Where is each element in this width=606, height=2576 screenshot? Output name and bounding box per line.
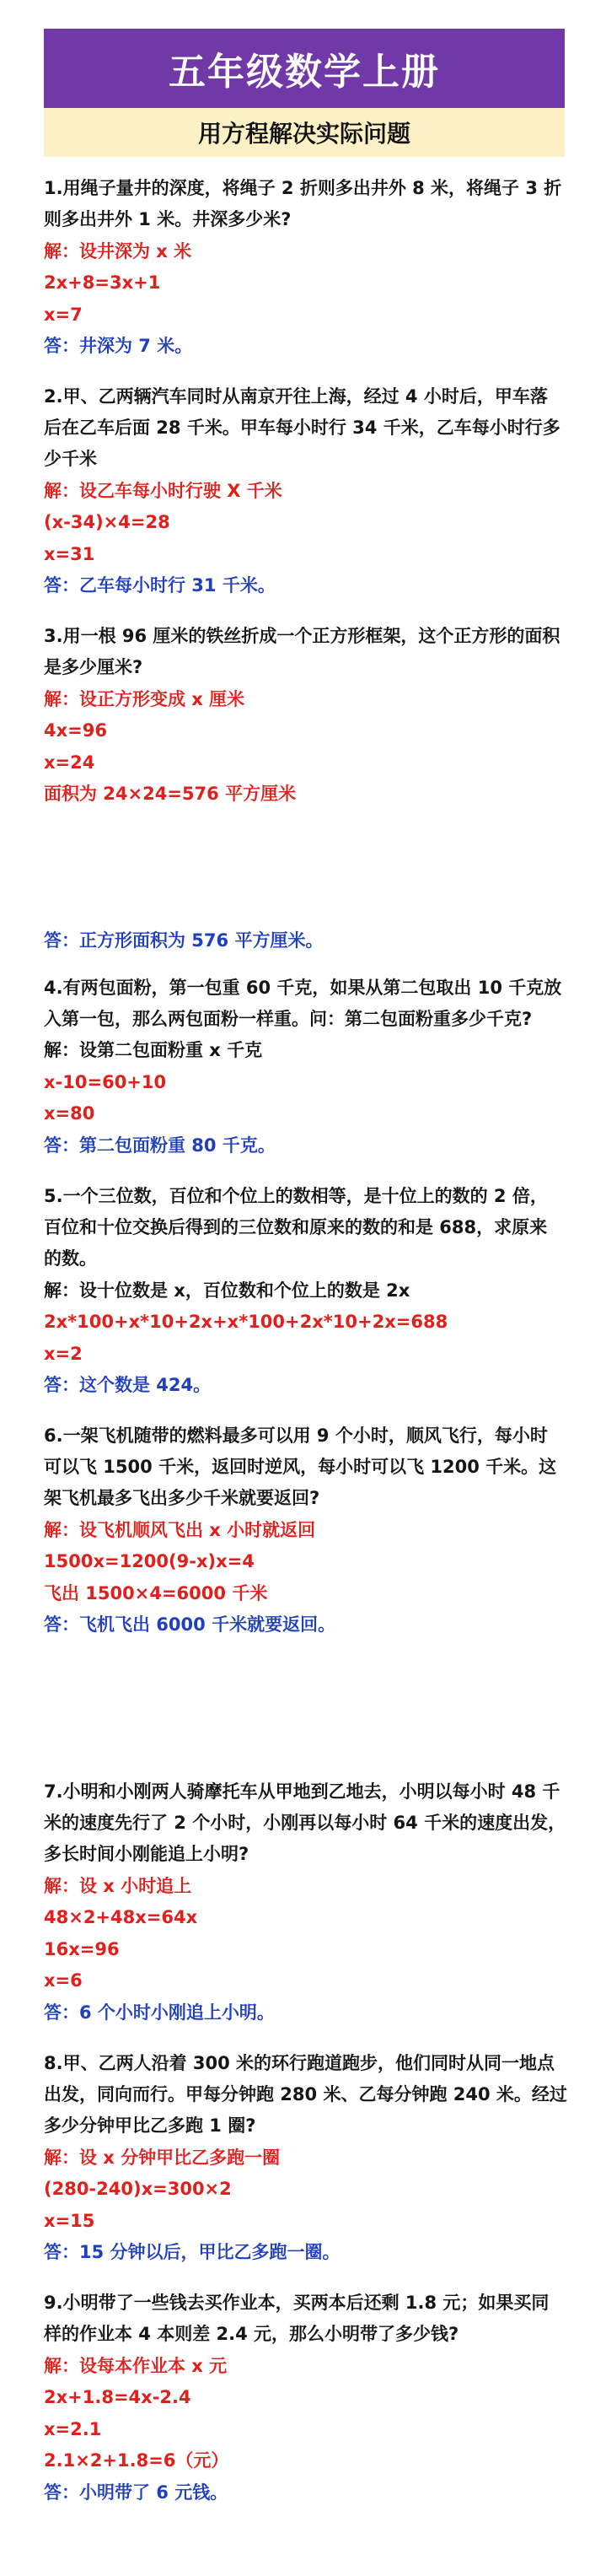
- problem-2-equation: (x-34)×4=28: [44, 512, 170, 532]
- problem-2-result: x=31: [44, 544, 95, 564]
- page-subtitle: 用方程解决实际问题: [44, 108, 565, 157]
- problem-4-question-line-2: 入第一包，那么两包面粉一样重。问：第二包面粉重多少千克?: [44, 1009, 533, 1029]
- problem-3-equation: 4x=96: [44, 720, 107, 741]
- problem-9-answer: 答：小明带了 6 元钱。: [44, 2482, 228, 2503]
- problem-2-answer: 答：乙车每小时行 31 千米。: [44, 575, 276, 595]
- problem-4-solution-setup: 解：设第二包面粉重 x 千克: [44, 1040, 263, 1060]
- problem-2-question-line-2: 后在乙车后面 28 千米。甲车每小时行 34 千米，乙车每小时行多: [44, 418, 560, 438]
- problem-1-question-line-2: 则多出井外 1 米。井深多少米?: [44, 209, 292, 229]
- problem-1-result: x=7: [44, 304, 83, 325]
- problem-6-solution-setup: 解：设飞机顺风飞出 x 小时就返回: [44, 1520, 316, 1540]
- problem-9-solution-setup: 解：设每本作业本 x 元: [44, 2356, 228, 2376]
- problem-8-question-line-3: 多少分钟甲比乙多跑 1 圈?: [44, 2115, 256, 2136]
- problem-6-question-line-2: 可以飞 1500 千米，返回时逆风，每小时可以飞 1200 千米。这: [44, 1457, 557, 1477]
- problem-1-question-line-1: 1.用绳子量井的深度，将绳子 2 折则多出井外 8 米，将绳子 3 折: [44, 178, 562, 198]
- problem-5-result: x=2: [44, 1344, 83, 1364]
- problem-8-equation: (280-240)x=300×2: [44, 2179, 232, 2199]
- problem-7-answer: 答：6 个小时小刚追上小明。: [44, 2002, 275, 2023]
- problem-4-equation: x-10=60+10: [44, 1072, 167, 1092]
- problem-4-question-line-1: 4.有两包面粉，第一包重 60 千克，如果从第二包取出 10 千克放: [44, 978, 562, 998]
- problem-3-question-line-1: 3.用一根 96 厘米的铁丝折成一个正方形框架，这个正方形的面积: [44, 626, 560, 646]
- problem-7-solution-setup: 解：设 x 小时追上: [44, 1876, 192, 1896]
- problem-3-result: x=24: [44, 752, 95, 773]
- problem-3-question-line-2: 是多少厘米?: [44, 657, 143, 677]
- problem-7-result: x=6: [44, 1970, 83, 1991]
- problem-8-question-line-1: 8.甲、乙两人沿着 300 米的环行跑道跑步，他们同时从同一地点: [44, 2053, 555, 2073]
- problem-6-result: 飞出 1500×4=6000 千米: [44, 1583, 268, 1603]
- problem-3-answer: 答：正方形面积为 576 平方厘米。: [44, 930, 324, 951]
- problem-5-equation: 2x*100+x*10+2x+x*100+2x*10+2x=688: [44, 1312, 448, 1332]
- problem-8-question-line-2: 出发，同向而行。甲每分钟跑 280 米、乙每分钟跑 240 米。经过: [44, 2084, 567, 2104]
- problem-8-solution-setup: 解：设 x 分钟甲比乙多跑一圈: [44, 2148, 281, 2168]
- page-title: 五年级数学上册: [44, 29, 565, 108]
- problem-9-question-line-2: 样的作业本 4 本则差 2.4 元，那么小明带了多少钱?: [44, 2324, 459, 2344]
- problem-5-question-line-2: 百位和十位交换后得到的三位数和原来的数的和是 688，求原来: [44, 1217, 548, 1237]
- problem-6-equation: 1500x=1200(9-x)x=4: [44, 1551, 255, 1571]
- problem-2-solution-setup: 解：设乙车每小时行驶 X 千米: [44, 481, 282, 501]
- problem-1-answer: 答：井深为 7 米。: [44, 336, 193, 356]
- problem-5-solution-setup: 解：设十位数是 x，百位数和个位上的数是 2x: [44, 1280, 410, 1301]
- problem-5-answer: 答：这个数是 424。: [44, 1375, 212, 1395]
- problem-9-question-line-1: 9.小明带了一些钱去买作业本，买两本后还剩 1.8 元；如果买同: [44, 2293, 550, 2313]
- problem-5-question-line-3: 的数。: [44, 1248, 97, 1269]
- problem-4-result: x=80: [44, 1103, 95, 1124]
- problem-7-question-line-3: 多长时间小刚能追上小明?: [44, 1844, 249, 1864]
- problem-9-result: x=2.1: [44, 2419, 102, 2439]
- problem-9-total: 2.1×2+1.8=6（元）: [44, 2450, 229, 2471]
- problem-8-answer: 答：15 分钟以后，甲比乙多跑一圈。: [44, 2242, 341, 2262]
- problem-1-solution-setup: 解：设井深为 x 米: [44, 241, 192, 261]
- problem-7-question-line-2: 米的速度先行了 2 个小时，小刚再以每小时 64 千米的速度出发，: [44, 1813, 566, 1833]
- problem-3-solution-setup: 解：设正方形变成 x 厘米: [44, 689, 245, 709]
- problem-9-equation: 2x+1.8=4x-2.4: [44, 2387, 191, 2407]
- problem-8-result: x=15: [44, 2211, 95, 2231]
- problem-1-equation: 2x+8=3x+1: [44, 272, 161, 293]
- problem-6-answer: 答：飞机飞出 6000 千米就要返回。: [44, 1614, 336, 1635]
- problem-3-area: 面积为 24×24=576 平方厘米: [44, 784, 297, 804]
- problem-7-question-line-1: 7.小明和小刚两人骑摩托车从甲地到乙地去，小明以每小时 48 千: [44, 1781, 560, 1802]
- problem-6-question-line-3: 架飞机最多飞出多少千米就要返回?: [44, 1488, 320, 1508]
- problem-5-question-line-1: 5.一个三位数，百位和个位上的数相等，是十位上的数的 2 倍，: [44, 1186, 548, 1206]
- problem-2-question-line-1: 2.甲、乙两辆汽车同时从南京开往上海，经过 4 小时后，甲车落: [44, 386, 548, 407]
- problem-4-answer: 答：第二包面粉重 80 千克。: [44, 1135, 276, 1156]
- problem-2-question-line-3: 少千米: [44, 449, 97, 469]
- problem-6-question-line-1: 6.一架飞机随带的燃料最多可以用 9 个小时，顺风飞行，每小时: [44, 1425, 548, 1446]
- problem-7-simplified: 16x=96: [44, 1939, 120, 1959]
- problem-7-equation: 48×2+48x=64x: [44, 1907, 198, 1927]
